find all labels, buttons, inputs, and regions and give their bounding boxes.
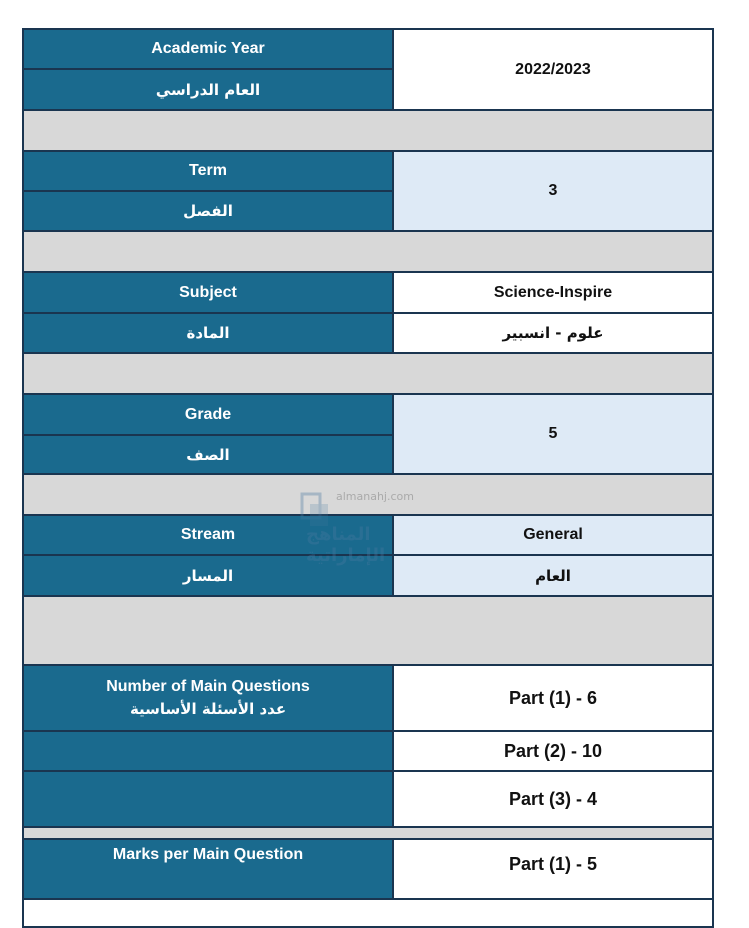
marks-part-1: Part (1) - 5 xyxy=(394,840,712,900)
stream-value-en: General xyxy=(394,516,712,556)
main-questions-part-2: Part (2) - 10 xyxy=(394,732,712,772)
grade-value: 5 xyxy=(394,395,712,475)
watermark-text: المناهج الإماراتية xyxy=(306,524,386,566)
separator-row xyxy=(24,828,712,840)
grade-label-en: Grade xyxy=(24,395,394,436)
separator-row xyxy=(24,475,712,516)
main-questions-label-en: Number of Main Questions xyxy=(106,678,310,695)
subject-label-en: Subject xyxy=(24,273,394,314)
main-questions-label-ar: عدد الأسئلة الأساسية xyxy=(129,700,287,718)
stream-label-en: Stream xyxy=(24,516,394,556)
stream-label-ar: المسار xyxy=(24,556,394,597)
academic-year-value: 2022/2023 xyxy=(394,30,712,111)
separator-row xyxy=(24,111,712,152)
grade-label-ar: الصف xyxy=(24,436,394,475)
separator-row xyxy=(24,354,712,395)
academic-year-label-ar: العام الدراسي xyxy=(24,70,394,111)
watermark-url: almanahj.com xyxy=(336,490,414,503)
main-questions-label-empty xyxy=(24,772,394,828)
academic-year-label-en: Academic Year xyxy=(24,30,394,70)
main-questions-part-1: Part (1) - 6 xyxy=(394,666,712,732)
subject-value-ar: علوم - انسبير xyxy=(394,314,712,354)
subject-label-ar: المادة xyxy=(24,314,394,354)
term-value: 3 xyxy=(394,152,712,232)
main-questions-label-empty xyxy=(24,732,394,772)
exam-info-table xyxy=(22,28,714,928)
main-questions-part-3: Part (3) - 4 xyxy=(394,772,712,828)
separator-row xyxy=(24,232,712,273)
subject-value-en: Science-Inspire xyxy=(394,273,712,314)
separator-row xyxy=(24,597,712,666)
term-label-ar: الفصل xyxy=(24,192,394,232)
term-label-en: Term xyxy=(24,152,394,192)
stream-value-ar: العام xyxy=(394,556,712,597)
marks-label-en: Marks per Main Question xyxy=(24,840,394,900)
main-questions-label xyxy=(24,666,394,732)
